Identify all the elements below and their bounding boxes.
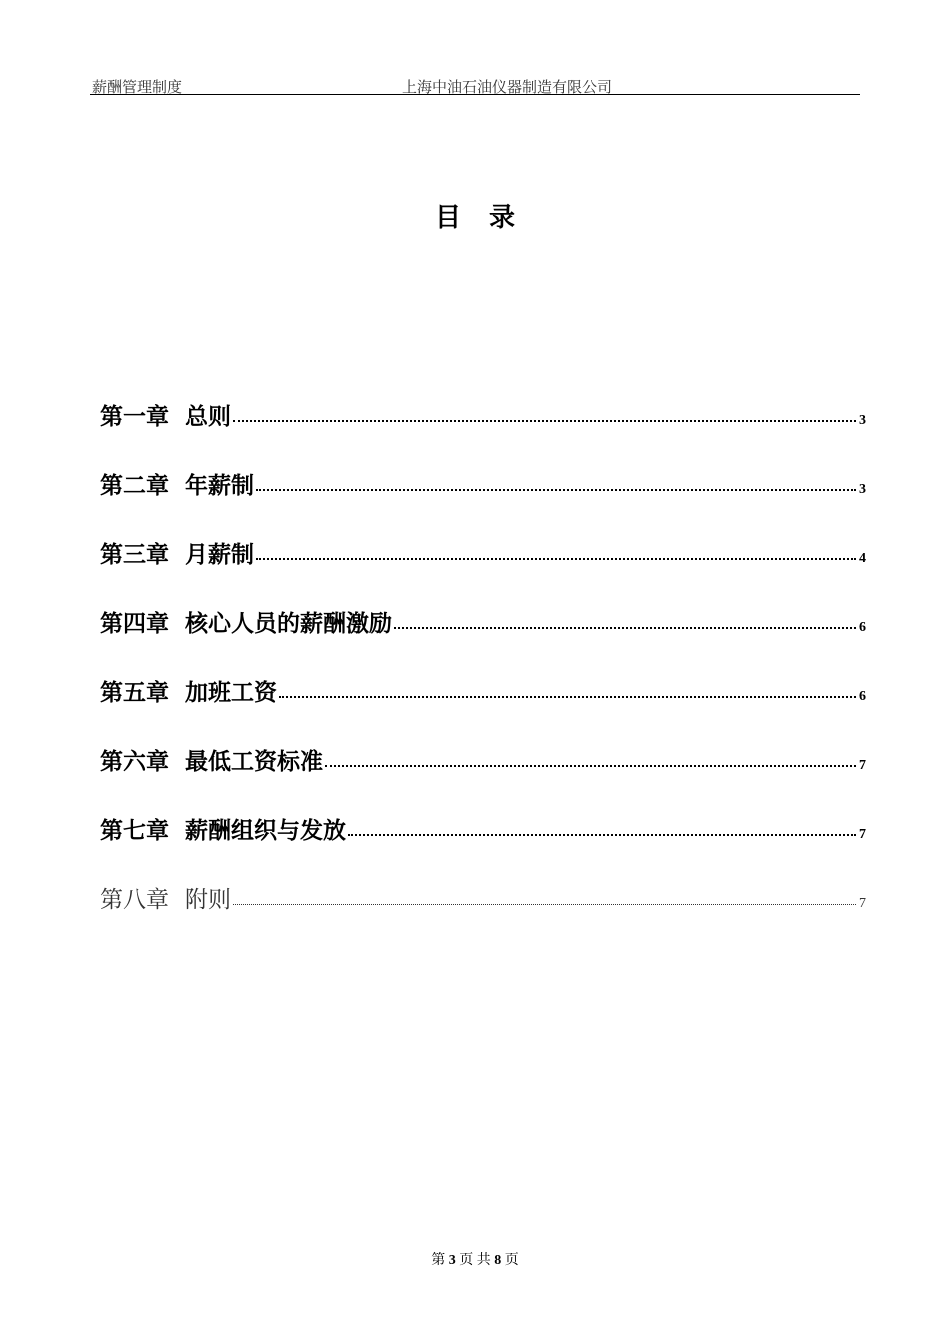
toc-entry[interactable]: [100, 536, 866, 605]
toc-chapter-name: 最低工资标准: [185, 749, 323, 775]
toc-leader-dots: [256, 489, 856, 491]
toc-leader-dots: [348, 834, 856, 836]
page-footer: [0, 1249, 950, 1269]
toc-page-number: 7: [859, 896, 866, 911]
toc-chapter-name: 年薪制: [185, 473, 254, 499]
toc-entry-title: [100, 536, 254, 569]
footer-current-page: 3: [448, 1253, 456, 1268]
toc-chapter-name: 薪酬组织与发放: [185, 818, 346, 844]
toc-leader-dots: [233, 420, 856, 422]
header-doc-title: 薪酬管理制度: [92, 78, 183, 96]
toc-chapter-name: 总则: [185, 404, 231, 430]
toc-chapter-number: 第四章: [100, 611, 169, 637]
toc-page-number: 6: [859, 620, 866, 635]
header-company-name: 上海中油石油仪器制造有限公司: [402, 78, 613, 96]
toc-page-number: 7: [859, 827, 866, 842]
footer-prefix: 第: [431, 1253, 446, 1268]
toc-chapter-number: 第七章: [100, 818, 169, 844]
toc-entry-title: [100, 881, 231, 914]
toc-entry[interactable]: [100, 398, 866, 467]
toc-entry[interactable]: [100, 743, 866, 812]
toc-page-number: 3: [859, 413, 866, 428]
toc-page-number: 7: [859, 758, 866, 773]
footer-suffix: 页: [504, 1253, 519, 1268]
page-title: 目录: [434, 203, 543, 233]
toc-leader-dots: [279, 696, 856, 698]
toc-leader-dots: [256, 558, 856, 560]
toc-entry-title: [100, 743, 323, 776]
toc-entry-title: [100, 467, 254, 500]
footer-middle: 页 共: [459, 1253, 491, 1268]
toc-entry[interactable]: [100, 674, 866, 743]
toc-entry-title: [100, 674, 277, 707]
toc-entry[interactable]: [100, 812, 866, 881]
toc-entry-title: [100, 812, 346, 845]
toc-chapter-name: 加班工资: [185, 680, 277, 706]
toc-entry[interactable]: [100, 605, 866, 674]
toc-chapter-name: 月薪制: [185, 542, 254, 568]
toc-chapter-number: 第六章: [100, 749, 169, 775]
toc-entry[interactable]: [100, 467, 866, 536]
toc-leader-dots: [325, 765, 856, 767]
footer-total-pages: 8: [494, 1253, 502, 1268]
toc-page-number: 6: [859, 689, 866, 704]
toc-leader-dots: [394, 627, 856, 629]
page-header: [90, 74, 860, 95]
toc-chapter-number: 第五章: [100, 680, 169, 706]
toc-entry[interactable]: [100, 881, 866, 950]
toc-entry-title: [100, 398, 231, 431]
toc-chapter-number: 第三章: [100, 542, 169, 568]
toc-page-number: 4: [859, 551, 866, 566]
toc-page-number: 3: [859, 482, 866, 497]
toc-chapter-number: 第八章: [100, 887, 169, 913]
toc-chapter-number: 第一章: [100, 404, 169, 430]
toc-leader-dots: [233, 904, 856, 905]
toc-entry-title: [100, 605, 392, 638]
toc-chapter-name: 附则: [185, 887, 231, 913]
toc-chapter-name: 核心人员的薪酬激励: [185, 611, 392, 637]
toc-chapter-number: 第二章: [100, 473, 169, 499]
table-of-contents: [100, 398, 866, 950]
